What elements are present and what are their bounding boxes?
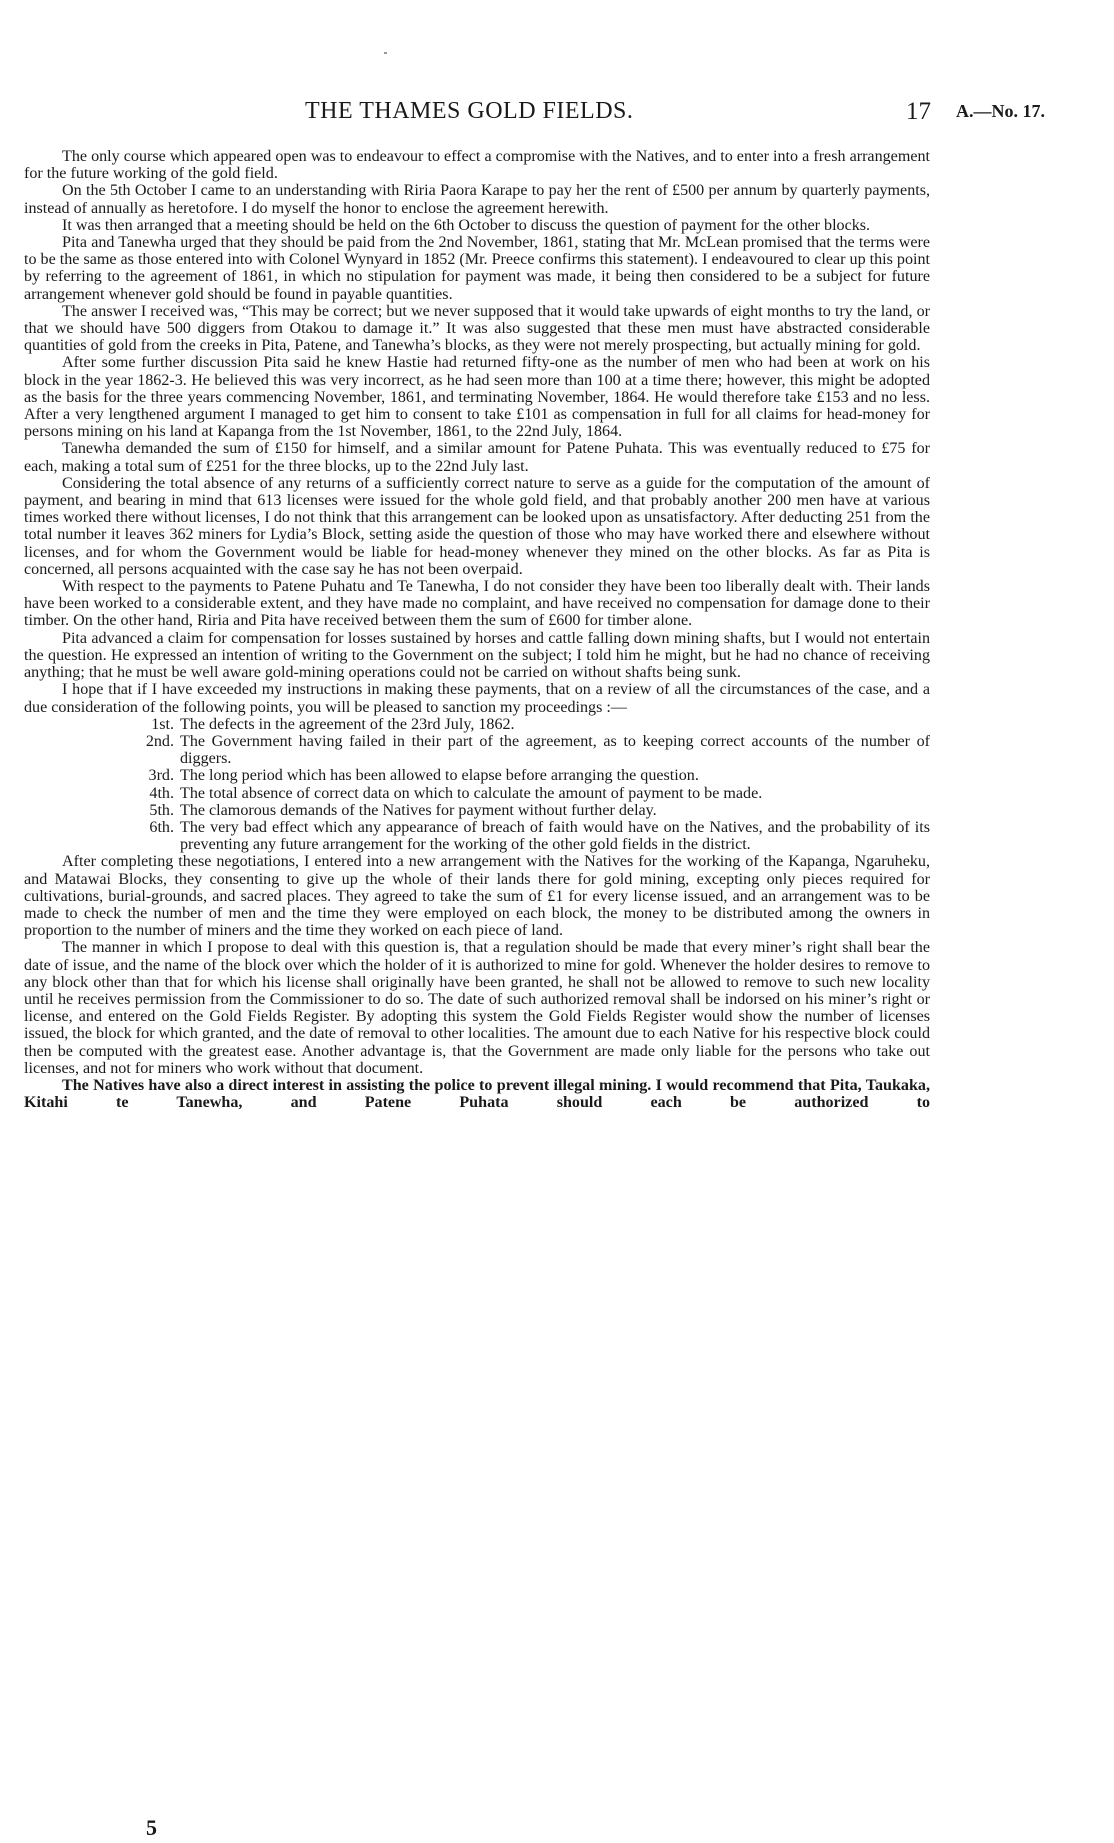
list-text: The Government having failed in their part of the agreement, as to keeping correct accounts of the number of diggers.: [180, 732, 930, 768]
signature-mark: 5: [146, 1815, 157, 1840]
paragraph: Considering the total absence of any returns of a sufficiently correct nature to serve as a guide for the computation of the amount of payment, and bearing in mind that 613 licenses were issued for the whole gold field, and that probably another 200 men have at various times worked there without licenses, I do not think that this arrangement can be looked upon as unsatisfactory. After deducting 251 from the total number it leaves 362 miners for Lydia’s Block, setting aside the question of those who may have worked there and elsewhere without licenses, and for whom the Government would be liable for head-money whenever they mined on the other blocks. As far as Pita is concerned, all persons acquainted with the case say he has not been overpaid.: [24, 474, 930, 578]
paragraph: After some further discussion Pita said he knew Hastie had returned fifty-one as the number of men who had been at work on his block in the year 1862-3. He believed this was very incorrect, as he had seen more than 100 at a time there; however, this might be adopted as the basis for the three years commencing November, 1861, and terminating November, 1864. He would therefore take £153 and no less. After a very lengthened argument I managed to get him to consent to take £101 as compensation in full for all claims for head-money for persons mining on his land at Kapanga from the 1st November, 1861, to the 22nd July, 1864.: [24, 354, 930, 441]
points-list: [24, 716, 930, 854]
list-item: [134, 785, 930, 802]
list-item: [134, 819, 930, 853]
paragraph: With respect to the payments to Patene Puhatu and Te Tanewha, I do not consider they have been too liberally dealt with. Their lands have been worked to a considerable extent, and they have made no complaint, and have received no compensation for damage done to their timber. On the other hand, Riria and Pita have received between them the sum of £600 for timber alone.: [24, 578, 930, 630]
paragraph: After completing these negotiations, I entered into a new arrangement with the Natives for the working of the Kapanga, Ngaruheku, and Matawai Blocks, they consenting to give up the whole of their lands there for gold mining, excepting only pieces required for cultivations, burial-grounds, and sacred places. They agreed to take the sum of £1 for every license issued, and an arrangement was to be made to check the number of men and the time they were employed on each block, the money to be distributed among the owners in proportion to the number of miners and the time they worked on each piece of land.: [24, 853, 930, 940]
list-ordinal: 2nd.: [145, 732, 174, 750]
paragraph: Pita advanced a claim for compensation for losses sustained by horses and cattle falling down mining shafts, but I would not entertain the question. He expressed an intention of writing to the Government on the subject; I told him he might, but he had no chance of receiving anything; that he must be well aware gold-mining operations could not be carried on without shafts being sunk.: [24, 629, 930, 682]
list-item: [134, 767, 930, 784]
paragraph: The manner in which I propose to deal with this question is, that a regulation should be made that every miner’s right shall bear the date of issue, and the name of the block over which the holder of it is authorized to mine for gold. Whenever the holder desires to remove to any block other than that for which his license shall originally have been granted, he shall not be allowed to remove to such new locality until he receives permission from the Commissioner to do so. The date of such authorized removal shall be indorsed on his miner’s right or license, and entered on the Gold Fields Register. By adopting this system the Gold Fields Register would show the number of licenses issued, the block for which granted, and the date of removal to other localities. The amount due to each Native for his respective block could then be computed with the greatest ease. Another advantage is, that the Government are made only liable for the persons who take out licenses, and not for miners who work without that document.: [24, 939, 930, 1077]
list-item: [134, 733, 930, 767]
page-tick-mark: [384, 52, 387, 54]
list-item: [134, 802, 930, 819]
list-text: The very bad effect which any appearance of breach of faith would have on the Natives, and the probability of its preventing any future arrangement for the working of the other gold fields in the district.: [180, 818, 930, 854]
list-ordinal: 6th.: [149, 818, 174, 836]
running-title: THE THAMES GOLD FIELDS.: [305, 98, 634, 124]
list-ordinal: 4th.: [149, 784, 174, 802]
page-header: [0, 98, 1114, 130]
paragraph-continued: The Natives have also a direct interest in assisting the police to prevent illegal mining. I would recommend that Pita, Taukaka, Kitahi te Tanewha, and Patene Puhata should each be authorized to: [24, 1076, 930, 1112]
list-item: [134, 716, 930, 733]
paragraph: Tanewha demanded the sum of £150 for himself, and a similar amount for Patene Puhata. This was eventually reduced to £75 for each, making a total sum of £251 for the three blocks, up to the 22nd July last.: [24, 440, 930, 475]
body-text: [24, 148, 930, 1111]
list-text: The long period which has been allowed to elapse before arranging the question.: [180, 767, 699, 785]
paragraph: I hope that if I have exceeded my instructions in making these payments, that on a review of all the circumstances of the case, and a due consideration of the following points, you will be pleased to sanction my proceedings :—: [24, 681, 930, 716]
list-ordinal: 1st.: [151, 715, 174, 733]
page-number: 17: [906, 98, 931, 125]
list-ordinal: 3rd.: [148, 767, 174, 785]
paragraph: The answer I received was, “This may be correct; but we never supposed that it would take upwards of eight months to try the land, or that we should have 500 diggers from Otakou to damage it.” It was also suggested that these men must have abstracted considerable quantities of gold from the creeks in Pita, Patene, and Tanewha’s blocks, as they were not merely prospecting, but actually mining for gold.: [24, 302, 930, 355]
paragraph: It was then arranged that a meeting should be held on the 6th October to discuss the question of payment for the other blocks.: [62, 216, 871, 234]
list-text: The defects in the agreement of the 23rd July, 1862.: [180, 715, 515, 733]
series-label: A.—No. 17.: [956, 101, 1045, 121]
list-ordinal: 5th.: [149, 801, 174, 819]
list-text: The total absence of correct data on which to calculate the amount of payment to be made.: [180, 784, 763, 802]
paragraph: The only course which appeared open was to endeavour to effect a compromise with the Natives, and to enter into a fresh arrangement for the future working of the gold field.: [24, 148, 930, 183]
list-text: The clamorous demands of the Natives for payment without further delay.: [180, 801, 657, 819]
paragraph: On the 5th October I came to an understanding with Riria Paora Karape to pay her the rent of £500 per annum by quarterly payments, instead of annually as heretofore. I do myself the honor to enclose the agreement herewith.: [24, 182, 930, 217]
paragraph: Pita and Tanewha urged that they should be paid from the 2nd November, 1861, stating that Mr. McLean promised that the terms were to be the same as those entered into with Colonel Wynyard in 1852 (Mr. Preece confirms this statement). I endeavoured to clear up this point by referring to the agreement of 1861, in which no stipulation for payment was made, it being then considered to be a subject for future arrangement whenever gold should be found in payable quantities.: [24, 234, 931, 303]
